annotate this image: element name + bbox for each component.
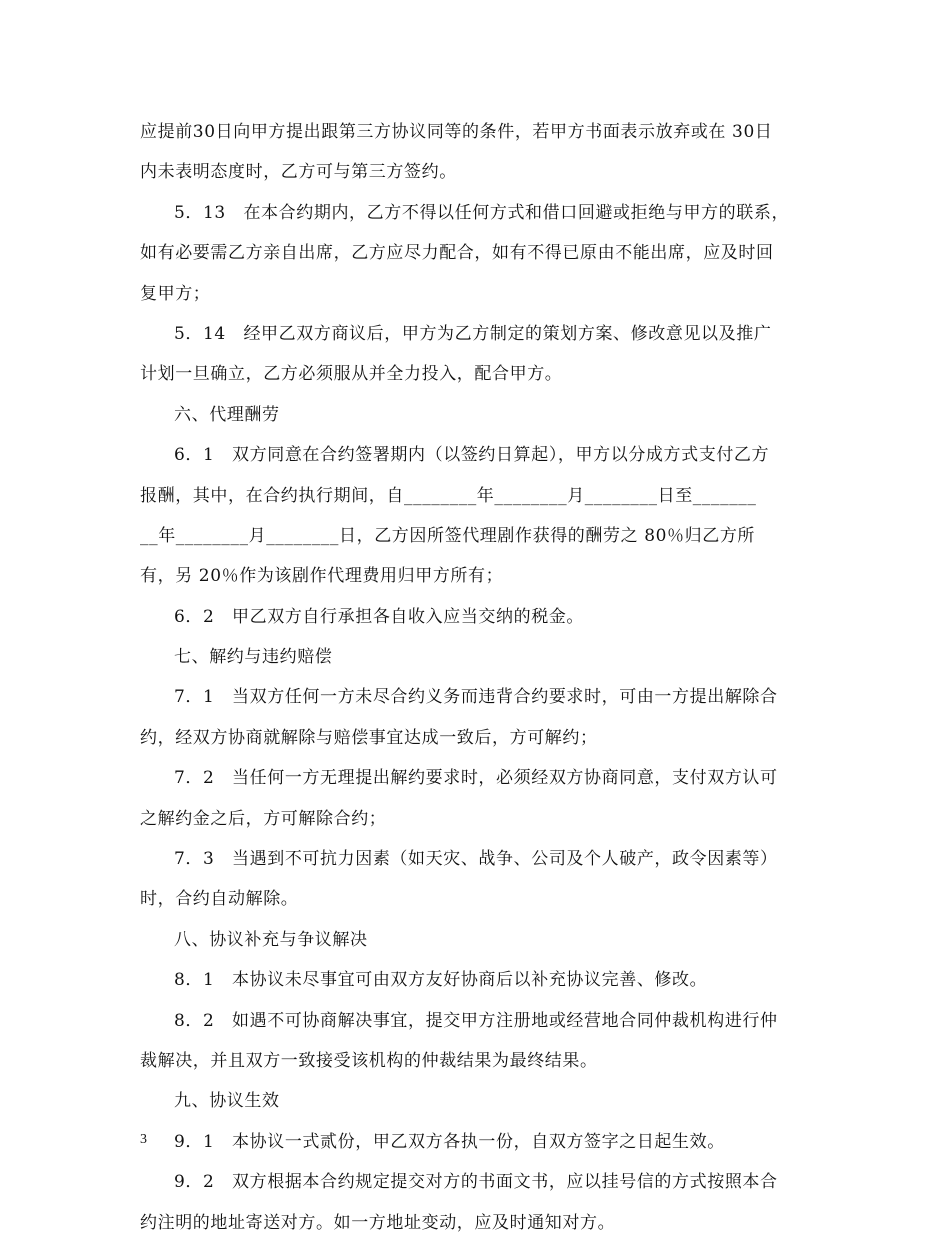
text-line: 应提前30日向甲方提出跟第三方协议同等的条件，若甲方书面表示放弃或在 30日 [140, 122, 773, 142]
text-line: 之解约金之后，方可解除合约； [140, 808, 387, 829]
section-heading: 六、代理酬劳 [174, 404, 280, 425]
text-line: 约，经双方协商就解除与赔偿事宜达成一致后，方可解约； [140, 727, 598, 748]
text-line: 7．3 当遇到不可抗力因素（如天灾、战争、公司及个人破产，政令因素等） [174, 849, 778, 870]
text-line: 8．2 如遇不可协商解决事宜，提交甲方注册地或经营地合同仲裁机构进行仲 [174, 1010, 778, 1031]
text-line: 7．1 当双方任何一方未尽合约义务而违背合约要求时，可由一方提出解除合 [174, 687, 778, 708]
text-line: 9．1 本协议一式贰份，甲乙双方各执一份，自双方签字之日起生效。 [174, 1131, 725, 1152]
text-line: 内未表明态度时，乙方可与第三方签约。 [140, 162, 457, 183]
text-line: 6．1 双方同意在合约签署期内（以签约日算起），甲方以分成方式支付乙方 [174, 445, 770, 466]
page-number: 3 [140, 1132, 147, 1147]
text-line: 如有必要需乙方亲自出席，乙方应尽力配合，如有不得已原由不能出席，应及时回 [140, 243, 774, 264]
document-body [140, 112, 830, 1243]
text-line: 计划一旦确立，乙方必须服从并全力投入，配合甲方。 [140, 364, 563, 385]
text-line: 裁解决，并且双方一致接受该机构的仲裁结果为最终结果。 [140, 1050, 598, 1071]
section-heading: 九、协议生效 [174, 1091, 280, 1112]
text-line: 7．2 当任何一方无理提出解约要求时，必须经双方协商同意，支付双方认可 [174, 768, 778, 789]
text-line: 5．14 经甲乙双方商议后，甲方为乙方制定的策划方案、修改意见以及推广 [174, 323, 772, 344]
text-line: __年________月________日，乙方因所签代理剧作获得的酬劳之 80％归乙方所 [140, 525, 756, 546]
text-line: 时，合约自动解除。 [140, 889, 299, 910]
text-line: 9．2 双方根据本合约规定提交对方的书面文书，应以挂号信的方式按照本合 [174, 1172, 778, 1193]
text-line: 复甲方； [140, 283, 211, 304]
text-line: 6．2 甲乙双方自行承担各自收入应当交纳的税金。 [174, 606, 585, 627]
text-line: 有，另 20％作为该剧作代理费用归甲方所有； [140, 566, 504, 587]
section-heading: 七、解约与违约赔偿 [174, 647, 333, 668]
text-line: 5．13 在本合约期内，乙方不得以任何方式和借口回避或拒绝与甲方的联系， [174, 202, 790, 223]
text-line: 8．1 本协议未尽事宜可由双方友好协商后以补充协议完善、修改。 [174, 970, 708, 991]
section-heading: 八、协议补充与争议解决 [174, 929, 368, 950]
text-line: 报酬，其中，在合约执行期间，自________年________月________日至_______ [140, 485, 757, 506]
text-line: 约注明的地址寄送对方。如一方地址变动，应及时通知对方。 [140, 1212, 616, 1233]
